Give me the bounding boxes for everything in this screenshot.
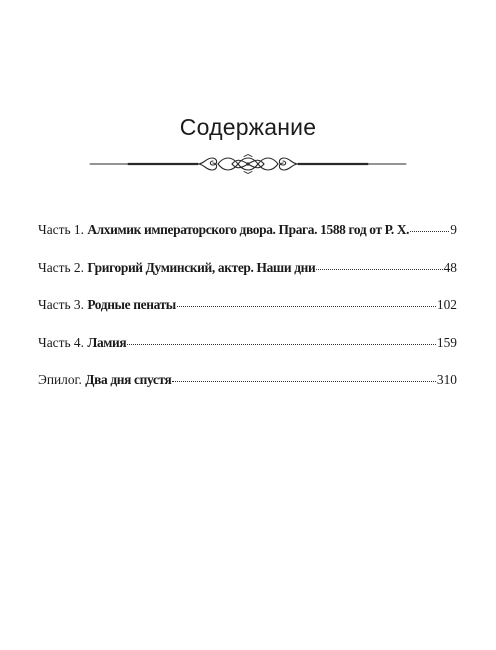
toc-entry-page-number: 159 (436, 334, 457, 350)
toc-entry-part-4[interactable] (38, 335, 457, 351)
toc-leader-dots (177, 306, 436, 307)
toc-entry-page-number: 310 (436, 372, 457, 387)
toc-entry-prefix: Часть 4. (38, 334, 84, 350)
toc-leader-dots (127, 344, 436, 345)
toc-entry-prefix: Часть 1. (38, 222, 84, 237)
toc-entry-part-3[interactable] (38, 297, 457, 313)
toc-entry-prefix: Часть 3. (38, 297, 84, 312)
toc-entry-title: Два дня спустя (85, 372, 172, 387)
toc-entry-epilogue[interactable] (38, 372, 457, 388)
page-title: Содержание (179, 114, 317, 140)
toc-entry-part-2[interactable] (38, 260, 457, 276)
toc-leader-dots (410, 231, 449, 232)
toc-entry-part-1[interactable] (38, 222, 457, 238)
toc-entry-page-number: 102 (436, 297, 457, 312)
toc-leader-dots (172, 381, 435, 382)
toc-entry-title: Родные пенаты (87, 297, 176, 312)
toc-entry-prefix: Эпилог. (38, 372, 82, 387)
decorative-divider-icon (88, 153, 408, 175)
toc-entry-prefix: Часть 2. (38, 259, 84, 275)
toc-entry-page-number: 9 (450, 222, 457, 237)
toc-entry-title: Алхимик императорского двора. Прага. 1588 год от Р. Х. (87, 222, 410, 237)
toc-entry-title: Ламия (87, 334, 127, 350)
toc-entry-title: Григорий Думинский, актер. Наши дни (87, 259, 316, 275)
toc-leader-dots (316, 269, 442, 270)
table-of-contents (38, 222, 457, 410)
toc-entry-page-number: 48 (443, 259, 457, 275)
